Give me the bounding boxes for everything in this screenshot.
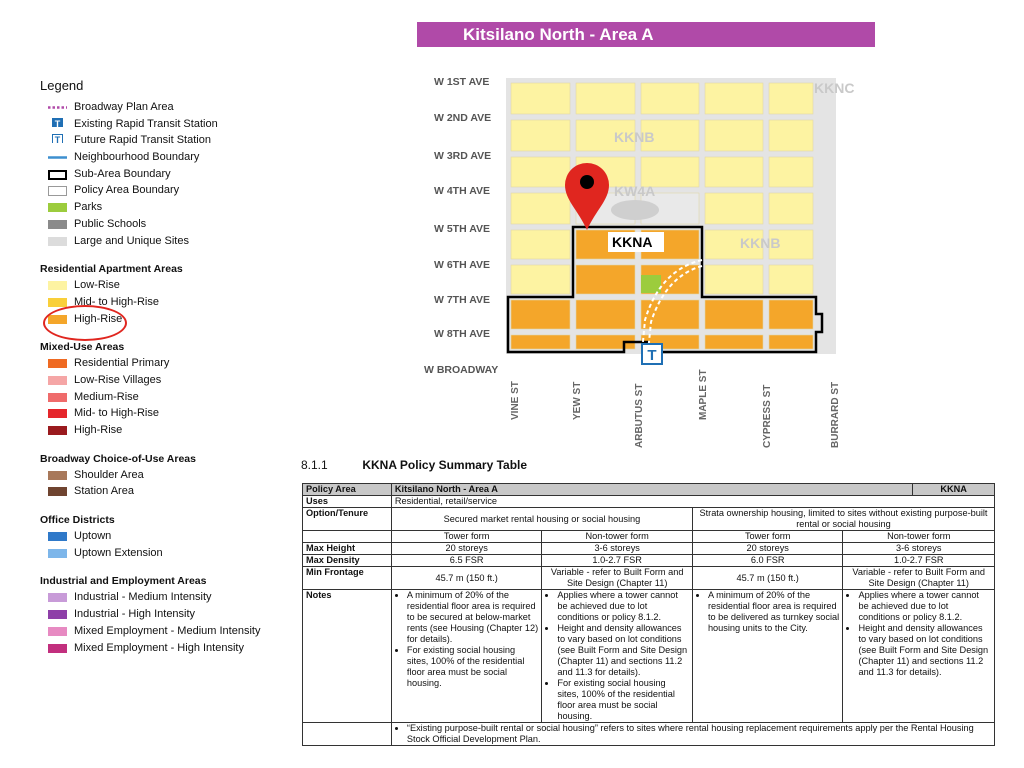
zone-label-kknb-top: KKNB (614, 129, 655, 145)
legend-section-title: Industrial and Employment Areas (40, 575, 207, 588)
legend-section-title: Residential Apartment Areas (40, 263, 183, 276)
avenue-label: W 7TH AVE (434, 294, 491, 306)
legend-swatch (48, 627, 67, 636)
table-row: Option/Tenure Secured market rental housing or social housing Strata ownership housing, limited to sites without existing purpose-built rental or social housing (303, 508, 995, 531)
schools-swatch (48, 220, 67, 229)
note-item: • Applies where a tower cannot be achieved due to lot conditions or policy 8.1.2. (858, 590, 991, 623)
svg-text:T: T (54, 135, 61, 144)
legend-label: Industrial - Medium Intensity (74, 591, 212, 604)
legend-section-title: Office Districts (40, 514, 115, 527)
low-rise-block (769, 265, 813, 294)
legend-item-neighbourhood-boundary: Neighbourhood Boundary (40, 149, 290, 166)
low-rise-block (705, 265, 763, 294)
area-map (420, 70, 860, 450)
high-rise-block (769, 335, 813, 349)
legend-item (40, 640, 290, 657)
avenue-label: W 2ND AVE (434, 112, 492, 124)
large-sites-swatch (48, 237, 67, 246)
avenue-labels (424, 76, 498, 376)
legend-item (40, 589, 290, 606)
table-title: KKNA Policy Summary Table (362, 458, 528, 472)
zone-label-kkna: KKNA (612, 234, 653, 250)
avenue-label: W 6TH AVE (434, 259, 491, 271)
table-row: Notes • A minimum of 20% of the residential floor area is required to be secured at below-market rents (see Housing (Chapter 12) for details). • For existing social housing sites, 100% of the residential floor area must be social housing. • Applies where a tower cannot be achieved due to lot conditions or policy 8.1.2. • Height and density allowances to vary based on lot conditions (see Built Form and Site Design (Chapter 11) and sections 11.2 and 11.3 for details). • For existing social housing sites, 100% of the residential floor area must be social housing. • A minimum of 20% of the residential floor area is required to be delivered as turnkey social housing units to the City. • Applies where a tower cannot be achieved due to lot conditions or policy 8.1.2. • Height and density allowances to vary based on lot conditions (see Built Form and Site Design (Chapter 11) and sections 11.2 and 11.3 for details). (303, 590, 995, 723)
legend-swatch (48, 471, 67, 480)
high-rise-block (576, 265, 635, 294)
street-label: ARBUTUS ST (634, 383, 645, 448)
legend-swatch (48, 549, 67, 558)
transit-station-icon (642, 344, 662, 364)
note-item: • A minimum of 20% of the residential floor area is required to be delivered as turnkey social housing units to the City. (708, 590, 840, 634)
low-rise-block (511, 265, 570, 294)
svg-text:T: T (54, 118, 61, 127)
note-item: • Applies where a tower cannot be achieved due to lot conditions or policy 8.1.2. (557, 590, 689, 623)
low-rise-block (769, 120, 813, 151)
note-item: • For existing social housing sites, 100% of the residential floor area must be social housing. (407, 645, 539, 689)
legend-swatch (48, 532, 67, 541)
avenue-label: W 4TH AVE (434, 185, 491, 197)
legend-item (40, 545, 290, 562)
black-box-icon (48, 170, 67, 180)
street-label: CYPRESS ST (762, 384, 773, 448)
page-title: Kitsilano North - Area A (417, 22, 875, 47)
legend-item (40, 355, 290, 372)
legend-title: Legend (40, 78, 84, 93)
park-block (641, 275, 661, 293)
legend-label: High-Rise (74, 424, 123, 436)
legend-item (40, 528, 290, 545)
legend (40, 78, 290, 656)
avenue-label: W 1ST AVE (434, 76, 490, 88)
high-rise-block (511, 300, 570, 329)
legend-swatch (48, 298, 67, 307)
legend-swatch (48, 359, 67, 368)
future-transit-station-icon (52, 134, 71, 143)
transit-station-icon (52, 118, 71, 127)
high-rise-block (705, 300, 763, 329)
legend-label: Mixed Employment - High Intensity (74, 641, 244, 654)
parks-swatch (48, 203, 67, 212)
legend-label: Medium-Rise (74, 390, 139, 403)
table-row: Max Height 20 storeys 3-6 storeys 20 storeys 3-6 storeys (303, 543, 995, 555)
table-heading (301, 458, 527, 472)
notes-cell (542, 590, 693, 723)
legend-swatch (48, 409, 67, 418)
legend-item (40, 422, 290, 439)
legend-swatch (48, 644, 67, 653)
legend-label: Station Area (74, 485, 134, 498)
legend-item-parks: Parks (40, 199, 290, 216)
legend-label: Mid- to High-Rise (74, 407, 159, 420)
legend-swatch (48, 281, 67, 290)
legend-label: Low-Rise Villages (74, 373, 162, 386)
legend-swatch (48, 376, 67, 385)
low-rise-block (511, 230, 570, 259)
low-rise-block (705, 193, 763, 224)
legend-section-title: Mixed-Use Areas (40, 341, 125, 354)
dotted-line-icon (48, 103, 67, 112)
legend-label: Shoulder Area (74, 468, 144, 481)
legend-item-large-unique-sites: Large and Unique Sites (40, 233, 290, 250)
legend-section-title: Broadway Choice-of-Use Areas (40, 452, 196, 465)
legend-item-existing-transit: T Existing Rapid Transit Station (40, 116, 290, 133)
low-rise-block (705, 157, 763, 187)
legend-item (40, 467, 290, 484)
table-row: Min Frontage 45.7 m (150 ft.) Variable - refer to Built Form and Site Design (Chapter 11) 45.7 m (150 ft.) Variable - refer to Built Form and Site Design (Chapter 11) (303, 567, 995, 590)
grey-box-icon (48, 186, 67, 196)
legend-label: High-Rise (74, 312, 123, 325)
legend-swatch (48, 393, 67, 402)
footnote: • “Existing purpose-built rental or social housing” refers to sites where rental housing replacement requirements apply per the Rental Housing Stock Official Development Plan. (407, 723, 991, 745)
note-item: • Height and density allowances to vary based on lot conditions (see Built Form and Site Design (Chapter 11) and sections 11.2 and 11.3 for details). (858, 623, 991, 678)
legend-swatch (48, 593, 67, 602)
low-rise-block (769, 193, 813, 224)
street-labels (510, 369, 841, 448)
avenue-label: W BROADWAY (424, 364, 499, 376)
low-rise-block (511, 83, 570, 114)
legend-swatch (48, 426, 67, 435)
low-rise-block (641, 83, 699, 114)
zone-label-kknc: KKNC (814, 80, 855, 96)
legend-item (40, 277, 290, 294)
legend-label: Mixed Employment - Medium Intensity (74, 624, 261, 637)
street-label: VINE ST (510, 381, 521, 420)
legend-item-public-schools: Public Schools (40, 216, 290, 233)
avenue-label: W 5TH AVE (434, 223, 491, 235)
legend-label: Mid- to High-Rise (74, 295, 159, 308)
table-row: Uses Residential, retail/service (303, 496, 995, 508)
street-label: YEW ST (572, 381, 583, 420)
high-rise-block (576, 300, 635, 329)
blue-line-icon (48, 153, 67, 162)
legend-item (40, 623, 290, 640)
zone-label-kw4a: KW4A (614, 183, 656, 199)
legend-item (40, 606, 290, 623)
legend-label: Uptown Extension (74, 546, 163, 559)
legend-item-sub-area-boundary: Sub-Area Boundary (40, 166, 290, 183)
legend-item-future-transit: T Future Rapid Transit Station (40, 132, 290, 149)
table-row (303, 723, 995, 746)
high-rise-block (705, 335, 763, 349)
school-block (611, 200, 659, 220)
low-rise-block (511, 193, 570, 224)
zone-label-kknb-right: KKNB (740, 235, 781, 251)
note-item: • For existing social housing sites, 100% of the residential floor area must be social housing. (557, 678, 689, 722)
legend-item (40, 483, 290, 500)
low-rise-block (511, 120, 570, 151)
low-rise-block (511, 157, 570, 187)
svg-text:T: T (647, 347, 657, 364)
avenue-label: W 3RD AVE (434, 150, 492, 162)
legend-label: Uptown (74, 530, 112, 543)
legend-swatch (48, 487, 67, 496)
legend-item (40, 389, 290, 406)
avenue-label: W 8TH AVE (434, 328, 491, 340)
table-row: Policy Area Kitsilano North - Area A KKNA (303, 484, 995, 496)
low-rise-block (576, 83, 635, 114)
notes-cell (843, 590, 995, 723)
map-blocks (506, 78, 836, 354)
highlight-circle (43, 305, 127, 341)
low-rise-block (769, 83, 813, 114)
street-label: MAPLE ST (698, 369, 709, 420)
legend-swatch (48, 610, 67, 619)
legend-item (40, 405, 290, 422)
note-item: • A minimum of 20% of the residential floor area is required to be secured at below-market rents (see Housing (Chapter 12) for details). (407, 590, 539, 645)
street-label: BURRARD ST (830, 381, 841, 448)
notes-cell (391, 590, 542, 723)
low-rise-block (705, 120, 763, 151)
policy-summary-table (302, 483, 995, 746)
section-number: 8.1.1 (301, 458, 328, 472)
legend-label: Low-Rise (74, 279, 120, 292)
table-row: Max Density 6.5 FSR 1.0-2.7 FSR 6.0 FSR 1.0-2.7 FSR (303, 555, 995, 567)
note-item: • Height and density allowances to vary based on lot conditions (see Built Form and Site Design (Chapter 11) and sections 11.2 and 11.3 for details). (557, 623, 689, 678)
legend-item-policy-area-boundary: Policy Area Boundary (40, 182, 290, 199)
high-rise-block (511, 335, 570, 349)
low-rise-block (705, 83, 763, 114)
notes-cell (692, 590, 843, 723)
table-row: Tower form Non-tower form Tower form Non-tower form (303, 531, 995, 543)
legend-item (40, 372, 290, 389)
legend-item-broadway-plan-area: Broadway Plan Area (40, 99, 290, 116)
high-rise-block (769, 300, 813, 329)
legend-label: Industrial - High Intensity (74, 608, 196, 621)
legend-label: Residential Primary (74, 357, 170, 370)
low-rise-block (769, 157, 813, 187)
